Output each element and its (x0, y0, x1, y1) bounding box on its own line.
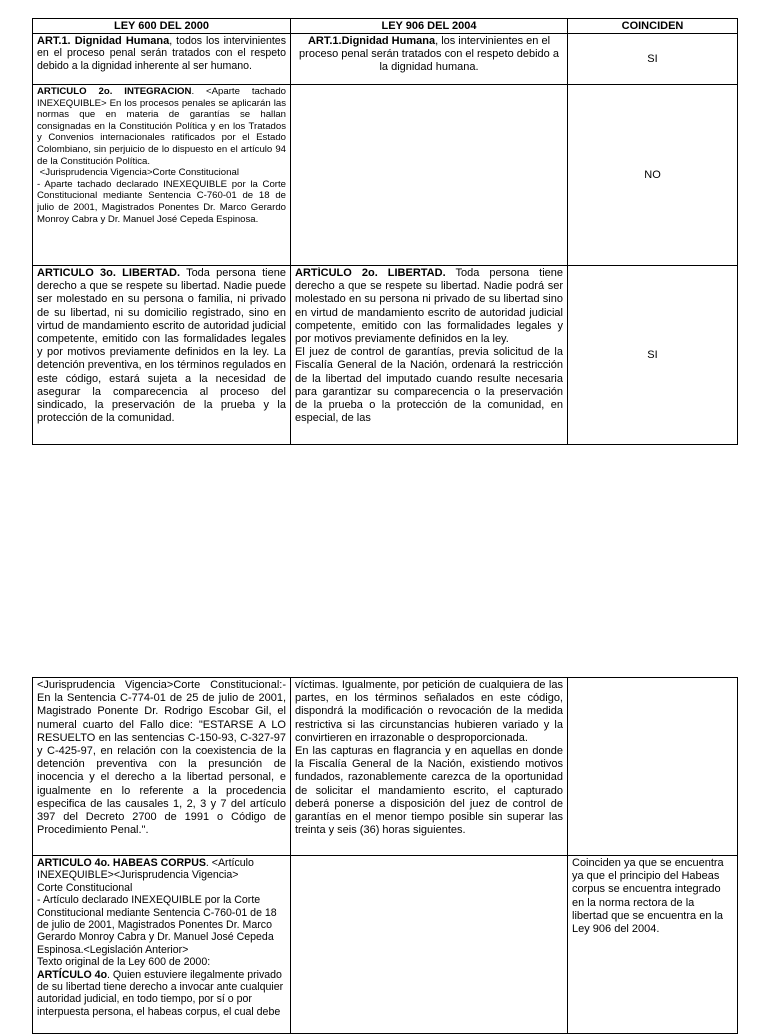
art-text: Toda persona tiene derecho a que se respete su libertad. Nadie podrá ser molestado en su persona ni privado de su libertad sino en virtud de mandamiento escrito de autoridad judicial competente, emitido con las formalidades legales y por motivos previamente definidos en la ley. (295, 267, 563, 346)
table-row (33, 34, 738, 85)
original-text-label: Texto original de la Ley 600 de 2000: (37, 956, 211, 969)
comparison-table-bottom (32, 677, 738, 1034)
art-text: Toda persona tiene derecho a que se respete su libertad. Nadie puede ser molestado en su persona o familia, ni privado de su libertad, ni su domicilio registrado, sino en virtud de mandamiento escrito de autoridad judicial competente, emitido con las formalidades legales y por motivos previamente definidos en la ley. La detención preventiva, en los términos regulados en este código, estará sujeta a la necesidad de asegurar la comparecencia al proceso del sindicado, la preservación de la prueba y la protección de la comunidad. (37, 267, 286, 425)
cell-ley600-art3 (33, 266, 291, 445)
cell-ley600-jurisprudencia: <Jurisprudencia Vigencia>Corte Constitucional:- En la Sentencia C-774-01 de 25 de julio de 2001, Magistrado Ponente Dr. Rodrigo Escobar Gil, el numeral cuarto del Fallo dice: "ESTARSE A LO RESUELTO en las sentencias C-150-93, C-327-97 y C-425-97, en relación con la coexistencia de la detención preventiva con la presunción de inocencia y el derecho a la libertad personal, e igualmente en lo referente a la procedencia especifica de las causales 1, 2, 3 y 7 del artículo 397 del Decreto 2700 de 1991 o Código de Procedimiento Penal.". (33, 678, 291, 856)
art-title: ARTÍCULO 2o. LIBERTAD. (295, 267, 446, 279)
art-text-continued: En las capturas en flagrancia y en aquellas en donde la Fiscalía General de la Nación, existiendo motivos fundados, razonablemente carezca de la oportunidad de solicitar el mandamiento escrito, el capturado deberá ponerse a disposición del juez de control de garantías en el menor tiempo posible sin superar las treinta y seis (36) horas siguientes. (295, 745, 563, 837)
art-text: , todos los intervinientes en el proceso penal serán tratados con el respeto debido a la dignidad inherente al ser humano. (37, 35, 286, 72)
art-text-continued: El juez de control de garantías, previa solicitud de la Fiscalía General de la Nación, ordenará la restricción de la libertad del imputado cuando resulte necesaria para garantizar su comparecencia o la preservación de la prueba o la protección de la comunidad, en especial, de las (295, 346, 563, 425)
inexequible-note: - Artículo declarado INEXEQUIBLE por la Corte Constitucional mediante Sentencia C-760-01 de 18 de julio de 2001, Magistrados Ponentes Dr. Marco Gerardo Monroy Cabra y Dr. Manuel José Cepeda Espinosa.<Legislación Anterior> (37, 894, 277, 956)
art-text: víctimas. Igualmente, por petición de cualquiera de las partes, en los términos señalados en este código, dispondrá la modificación o revocación de la medida restrictiva si las circunstancias hubieren variado y la convirtieren en irrazonable o desproporcionada. (295, 679, 563, 744)
art-text: . <Artículo INEXEQUIBLE><Jurisprudencia Vigencia> (37, 857, 254, 882)
art-title: ARTICULO 4o. HABEAS CORPUS (37, 857, 206, 869)
cell-ley600-art4 (33, 856, 291, 1034)
inexequible-note: - Aparte tachado declarado INEXEQUIBLE por la Corte Constitucional mediante Sentencia C-760-01 de 18 de julio de 2001, Magistrados Ponentes Dr. Marco Gerardo Monroy Cabra y Dr. Manuel José Cepeda Espinosa. (37, 178, 286, 225)
cell-coinciden-art2: NO (568, 85, 738, 266)
table-row (33, 856, 738, 1034)
table-row (33, 678, 738, 856)
header-ley-906: LEY 906 DEL 2004 (291, 19, 568, 34)
header-coinciden: COINCIDEN (568, 19, 738, 34)
cell-ley600-art1 (33, 34, 291, 85)
table-header-row (33, 19, 738, 34)
art-text: . <Aparte tachado INEXEQUIBLE> En los procesos penales se aplicarán las normas que en materia de garantías se hallan consignadas en la Constitución Política y en los Tratados y Convenios internacionales ratificados por el Estado Colombiano, sin perjuicio de lo dispuesto en el artículo 94 de la Constitución Política. (37, 86, 286, 167)
art-text: . Quien estuviere ilegalmente privado de su libertad tiene derecho a invocar ante cualquier autoridad judicial, en todo tiempo, por sí o por interpuesta persona, el habeas corpus, el cual debe (37, 968, 284, 1018)
art-title: ART.1. Dignidad Humana (37, 35, 170, 47)
cell-ley906-empty (291, 856, 568, 1034)
cell-ley906-art2 (291, 85, 568, 266)
art-title: ARTÍCULO 4o (37, 968, 108, 981)
cell-coinciden-empty (568, 678, 738, 856)
jurisprudencia-tag: <Jurisprudencia Vigencia>Corte Constitucional (39, 167, 239, 179)
cell-ley906-art2-libertad (291, 266, 568, 445)
art-text: , los intervinientes en el proceso penal serán tratados con el respeto debido a la dignidad humana. (299, 35, 559, 74)
table-row (33, 266, 738, 445)
header-ley-600: LEY 600 DEL 2000 (33, 19, 291, 34)
cell-coinciden-art1: SI (568, 34, 738, 85)
table-row (33, 85, 738, 266)
art-title: ARTICULO 3o. LIBERTAD. (37, 267, 181, 279)
cell-coinciden-art3: SI (568, 266, 738, 445)
cell-coinciden-habeas: Coinciden ya que se encuentra ya que el principio del Habeas corpus se encuentra integrado en la norma rectora de la libertad que se encuentra en la Ley 906 del 2004. (568, 856, 738, 1034)
cell-ley600-art2 (33, 85, 291, 266)
art-title: ART.1.Dignidad Humana (307, 35, 436, 47)
cell-ley906-art1 (291, 34, 568, 85)
cell-ley906-continued (291, 678, 568, 856)
comparison-table-top (32, 18, 738, 445)
court-label: Corte Constitucional (37, 881, 133, 894)
art-title: ARTICULO 2o. INTEGRACION (37, 86, 192, 97)
